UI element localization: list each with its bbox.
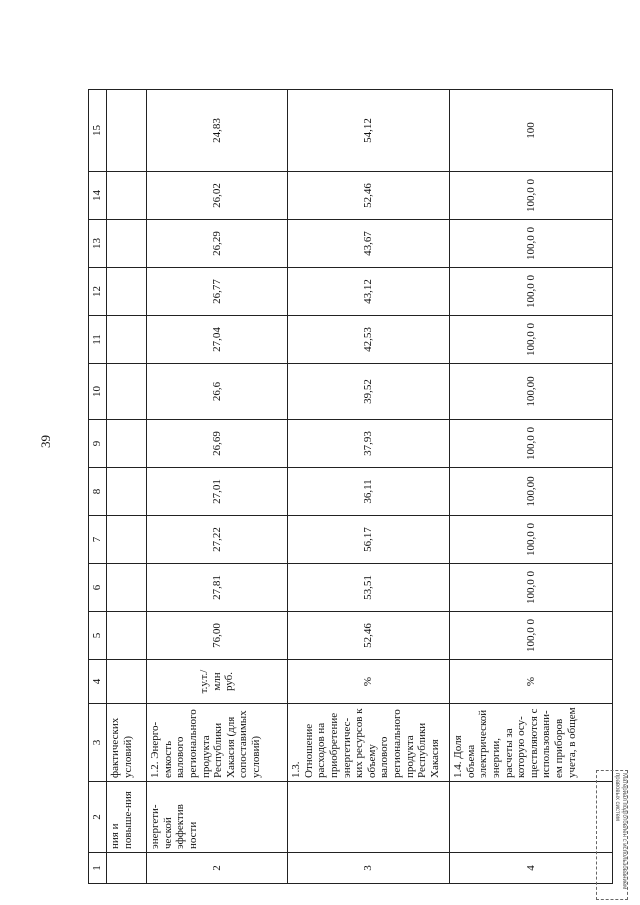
- header-cell: 12: [89, 268, 107, 316]
- value-cell: 100,0 0: [450, 268, 613, 316]
- watermark-stamp: [596, 770, 628, 900]
- indicator-desc: 1.4. Доля объема электрической энергии, расчеты за которую осу-ществляются с использовани-ем приборов учета, в общем: [450, 704, 613, 782]
- header-cell: 4: [89, 660, 107, 704]
- row-number: 2: [147, 853, 288, 884]
- value-cell: 36,11: [288, 468, 450, 516]
- value-cell: 53,51: [288, 564, 450, 612]
- unit-cell: %: [288, 660, 450, 704]
- indicator-desc: 1.3. Отношение расходов на приобретение энергетичес-ких ресурсов к объему валового регионального продукта Республики Хакасия: [288, 704, 450, 782]
- value-cell: 27,81: [147, 564, 288, 612]
- header-cell: 13: [89, 220, 107, 268]
- value-cell: 42,53: [288, 316, 450, 364]
- value-cell: 56,17: [288, 516, 450, 564]
- header-cell: 5: [89, 612, 107, 660]
- carry-indicator-desc: фактических условий): [107, 704, 147, 782]
- header-cell: 6: [89, 564, 107, 612]
- table-row: [288, 90, 450, 884]
- value-cell: 100,0 0: [450, 220, 613, 268]
- value-cell: 100,00: [450, 364, 613, 420]
- value-cell: 100: [450, 90, 613, 172]
- indicator-name: [288, 782, 450, 853]
- rotated-table-container: [88, 90, 612, 884]
- header-cell: 14: [89, 172, 107, 220]
- row-number: 3: [288, 853, 450, 884]
- table-row: [147, 90, 288, 884]
- value-cell: 27,01: [147, 468, 288, 516]
- unit-cell: т.у.т./ млн руб.: [147, 660, 288, 704]
- value-cell: 100,0 0: [450, 316, 613, 364]
- value-cell: 54,12: [288, 90, 450, 172]
- value-cell: 43,67: [288, 220, 450, 268]
- value-cell: 100,0 0: [450, 564, 613, 612]
- header-row: [89, 90, 107, 884]
- carry-row: [107, 90, 147, 884]
- indicator-name: энергети-ческой эффектив ности: [147, 782, 288, 853]
- value-cell: 26,77: [147, 268, 288, 316]
- table-row: [450, 90, 613, 884]
- value-cell: 37,93: [288, 420, 450, 468]
- value-cell: 27,22: [147, 516, 288, 564]
- header-cell: 1: [89, 853, 107, 884]
- value-cell: 52,46: [288, 172, 450, 220]
- stamp-text: Материал подготовлен с использованием правовых систем: [613, 773, 627, 890]
- unit-cell: %: [450, 660, 613, 704]
- page-number: 39: [38, 435, 53, 448]
- value-cell: 100,0 0: [450, 420, 613, 468]
- value-cell: 24,83: [147, 90, 288, 172]
- indicators-table: [88, 89, 613, 884]
- header-cell: 11: [89, 316, 107, 364]
- value-cell: 76,00: [147, 612, 288, 660]
- value-cell: 26,02: [147, 172, 288, 220]
- value-cell: 26,6: [147, 364, 288, 420]
- header-cell: 7: [89, 516, 107, 564]
- indicator-name: [450, 782, 613, 853]
- carry-indicator-name: ния и повыше-ния: [107, 782, 147, 853]
- value-cell: 26,69: [147, 420, 288, 468]
- value-cell: 100,00: [450, 468, 613, 516]
- value-cell: 100,0 0: [450, 612, 613, 660]
- header-cell: 2: [89, 782, 107, 853]
- row-number: 4: [450, 853, 613, 884]
- header-cell: 3: [89, 704, 107, 782]
- value-cell: 100,0 0: [450, 172, 613, 220]
- value-cell: 26,29: [147, 220, 288, 268]
- header-cell: 8: [89, 468, 107, 516]
- value-cell: 52,46: [288, 612, 450, 660]
- indicator-desc: 1.2. Энерго-емкость валового регионального продукта Республики Хакасия (для сопоставимых условий): [147, 704, 288, 782]
- header-cell: 10: [89, 364, 107, 420]
- value-cell: 43,12: [288, 268, 450, 316]
- value-cell: 39,52: [288, 364, 450, 420]
- header-cell: 9: [89, 420, 107, 468]
- header-cell: 15: [89, 90, 107, 172]
- value-cell: 27,04: [147, 316, 288, 364]
- value-cell: 100,0 0: [450, 516, 613, 564]
